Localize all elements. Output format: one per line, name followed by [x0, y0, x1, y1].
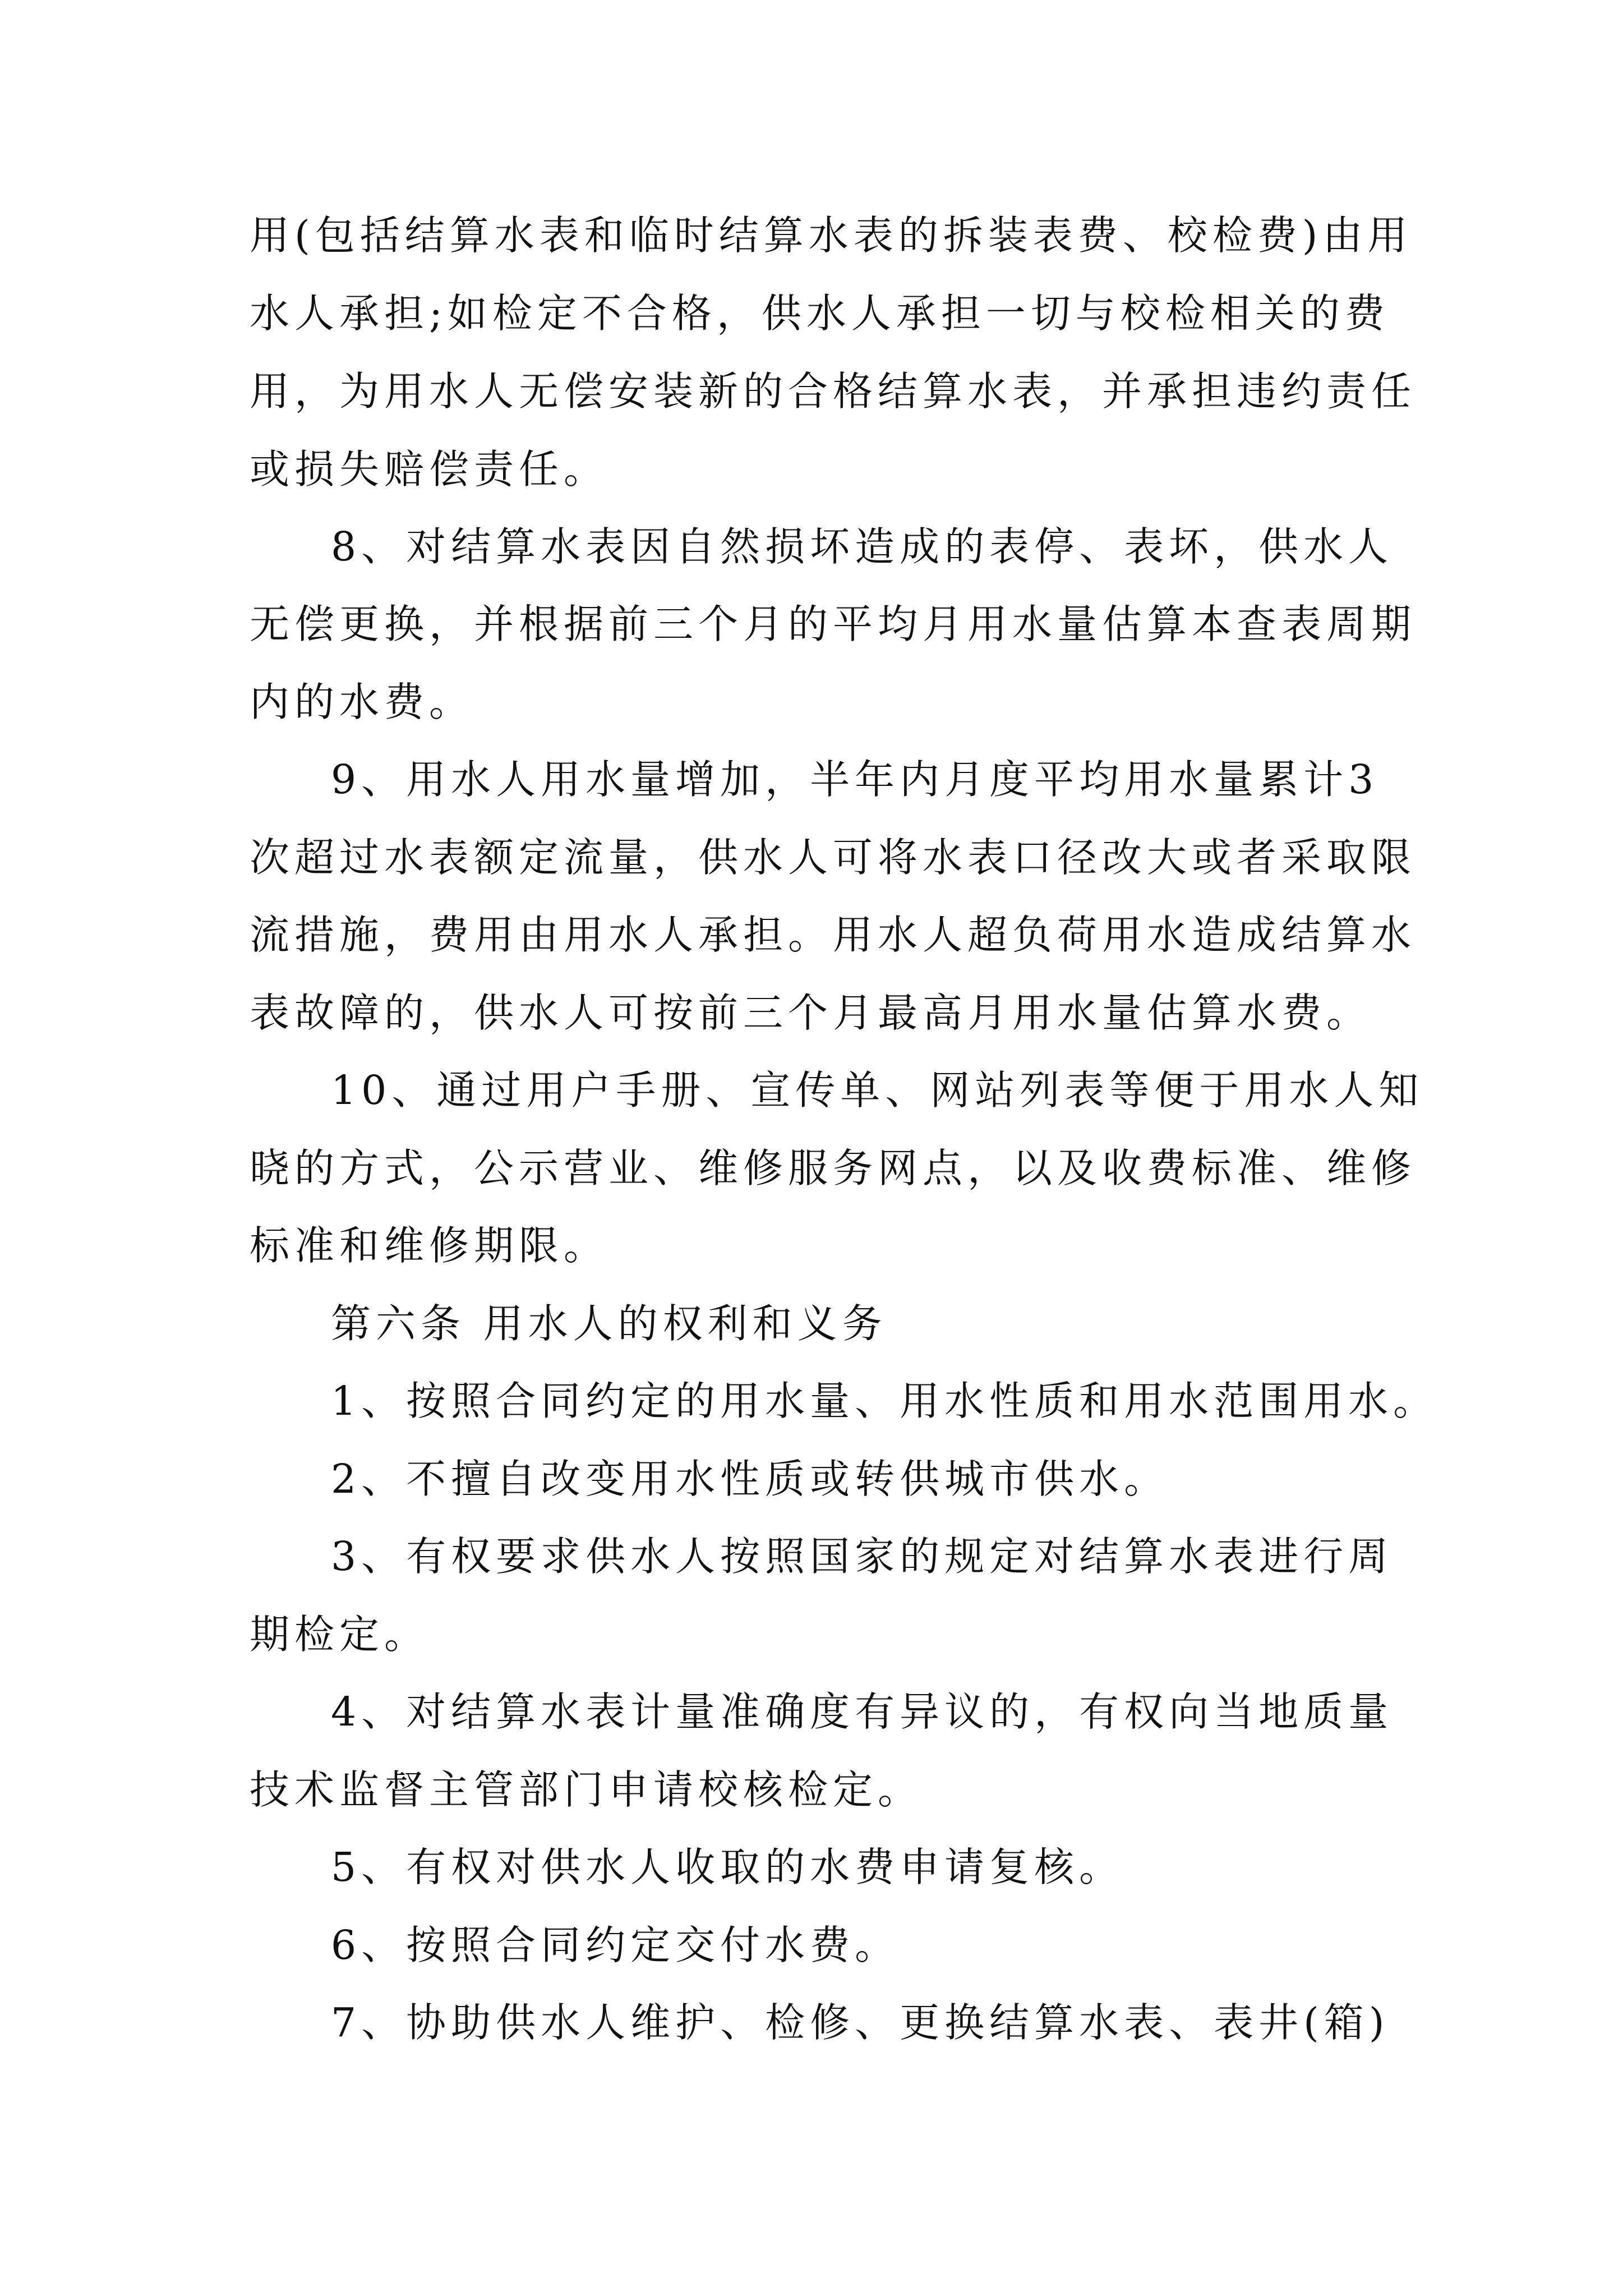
text-line: 或损失赔偿责任。 — [250, 446, 609, 493]
text-line: 5、有权对供水人收取的水费申请复核。 — [331, 1844, 1124, 1890]
text-line: 无偿更换，并根据前三个月的平均月用水量估算本查表周期 — [250, 601, 1417, 647]
text-line: 流措施，费用由用水人承担。用水人超负荷用水造成结算水 — [250, 912, 1417, 958]
text-line: 4、对结算水表计量准确度有异议的，有权向当地质量 — [331, 1688, 1394, 1735]
text-line: 内的水费。 — [250, 679, 474, 725]
text-line: 2、不擅自改变用水性质或转供城市供水。 — [331, 1456, 1169, 1502]
text-line: 用(包括结算水表和临时结算水表的拆装表费、校检费)由用 — [250, 212, 1413, 259]
text-line: 3、有权要求供水人按照国家的规定对结算水表进行周 — [331, 1533, 1394, 1580]
text-line: 晓的方式，公示营业、维修服务网点，以及收费标准、维修 — [250, 1145, 1417, 1191]
text-line: 6、按照合同约定交付水费。 — [331, 1922, 900, 1968]
text-line: 表故障的，供水人可按前三个月最高月用水量估算水费。 — [250, 990, 1372, 1036]
text-line: 次超过水表额定流量，供水人可将水表口径改大或者采取限 — [250, 834, 1417, 881]
text-line: 技术监督主管部门申请校核检定。 — [250, 1766, 923, 1813]
text-line: 9、用水人用水量增加，半年内月度平均用水量累计3 — [331, 756, 1379, 803]
text-line: 8、对结算水表因自然损坏造成的表停、表坏，供水人 — [331, 523, 1394, 570]
text-line: 水人承担;如检定不合格，供水人承担一切与校检相关的费 — [250, 290, 1390, 337]
text-line: 期检定。 — [250, 1611, 430, 1658]
text-line: 7、协助供水人维护、检修、更换结算水表、表井(箱) — [331, 1999, 1390, 2046]
text-line: 用，为用水人无偿安装新的合格结算水表，并承担违约责任 — [250, 368, 1417, 415]
section-heading: 第六条 用水人的权利和义务 — [331, 1300, 887, 1347]
text-line: 标准和维修期限。 — [250, 1222, 609, 1269]
text-line: 1、按照合同约定的用水量、用水性质和用水范围用水。 — [331, 1378, 1438, 1424]
text-line: 10、通过用户手册、宣传单、网站列表等便于用水人知 — [331, 1067, 1424, 1114]
